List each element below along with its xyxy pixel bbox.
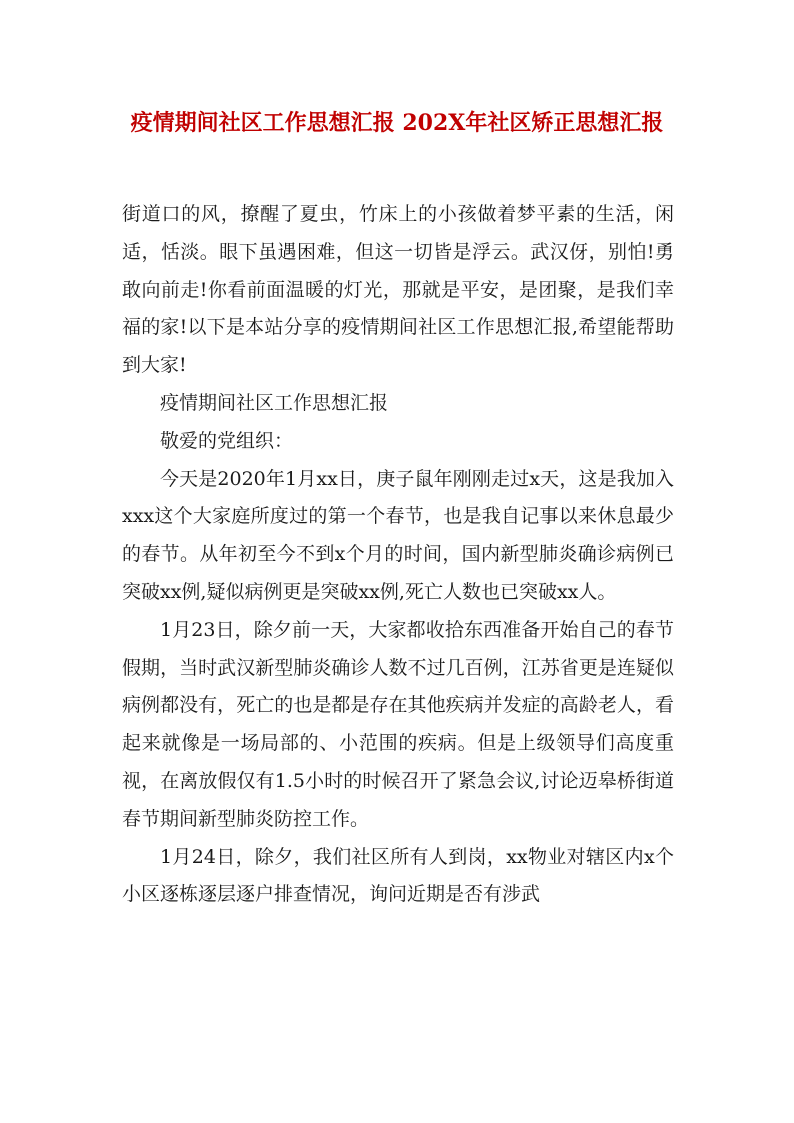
intro-paragraph: 街道口的风，撩醒了夏虫，竹床上的小孩做着梦平素的生活，闲适，恬淡。眼下虽遇困难，但这一切皆是浮云。武汉伢，别怕!勇敢向前走!你看前面温暖的灯光，那就是平安，是团聚，是我们幸福的家!以下是本站分享的疫情期间社区工作思想汇报,希望能帮助到大家! (122, 203, 674, 377)
section-heading: 疫情期间社区工作思想汇报 (160, 391, 389, 414)
body-paragraph: 1月23日，除夕前一天，大家都收拾东西准备开始自己的春节假期，当时武汉新型肺炎确诊人数不过几百例，江苏省更是连疑似病例都没有，死亡的也是都是存在其他疾病并发症的高龄老人，看起来就像是一场局部的、小范围的疾病。但是上级领导们高度重视，在离放假仅有1.5小时的时候召开了紧急会议,讨论迈皋桥街道春节期间新型肺炎防控工作。 (122, 618, 674, 830)
body-paragraph: 1月24日，除夕，我们社区所有人到岗，xx物业对辖区内x个小区逐栋逐层逐户排查情况，询问近期是否有涉武 (122, 845, 674, 906)
salutation: 敬爱的党组织： (160, 429, 294, 452)
document-title: 疫情期间社区工作思想汇报 202X年社区矫正思想汇报 (130, 110, 664, 136)
document-body (122, 196, 674, 914)
body-paragraph: 今天是2020年1月xx日，庚子鼠年刚刚走过x天，这是我加入xxx这个大家庭所度过的第一个春节，也是我自记事以来休息最少的春节。从年初至今不到x个月的时间，国内新型肺炎确诊病例已突破xx例,疑似病例更是突破xx例,死亡人数也已突破xx人。 (122, 467, 674, 603)
